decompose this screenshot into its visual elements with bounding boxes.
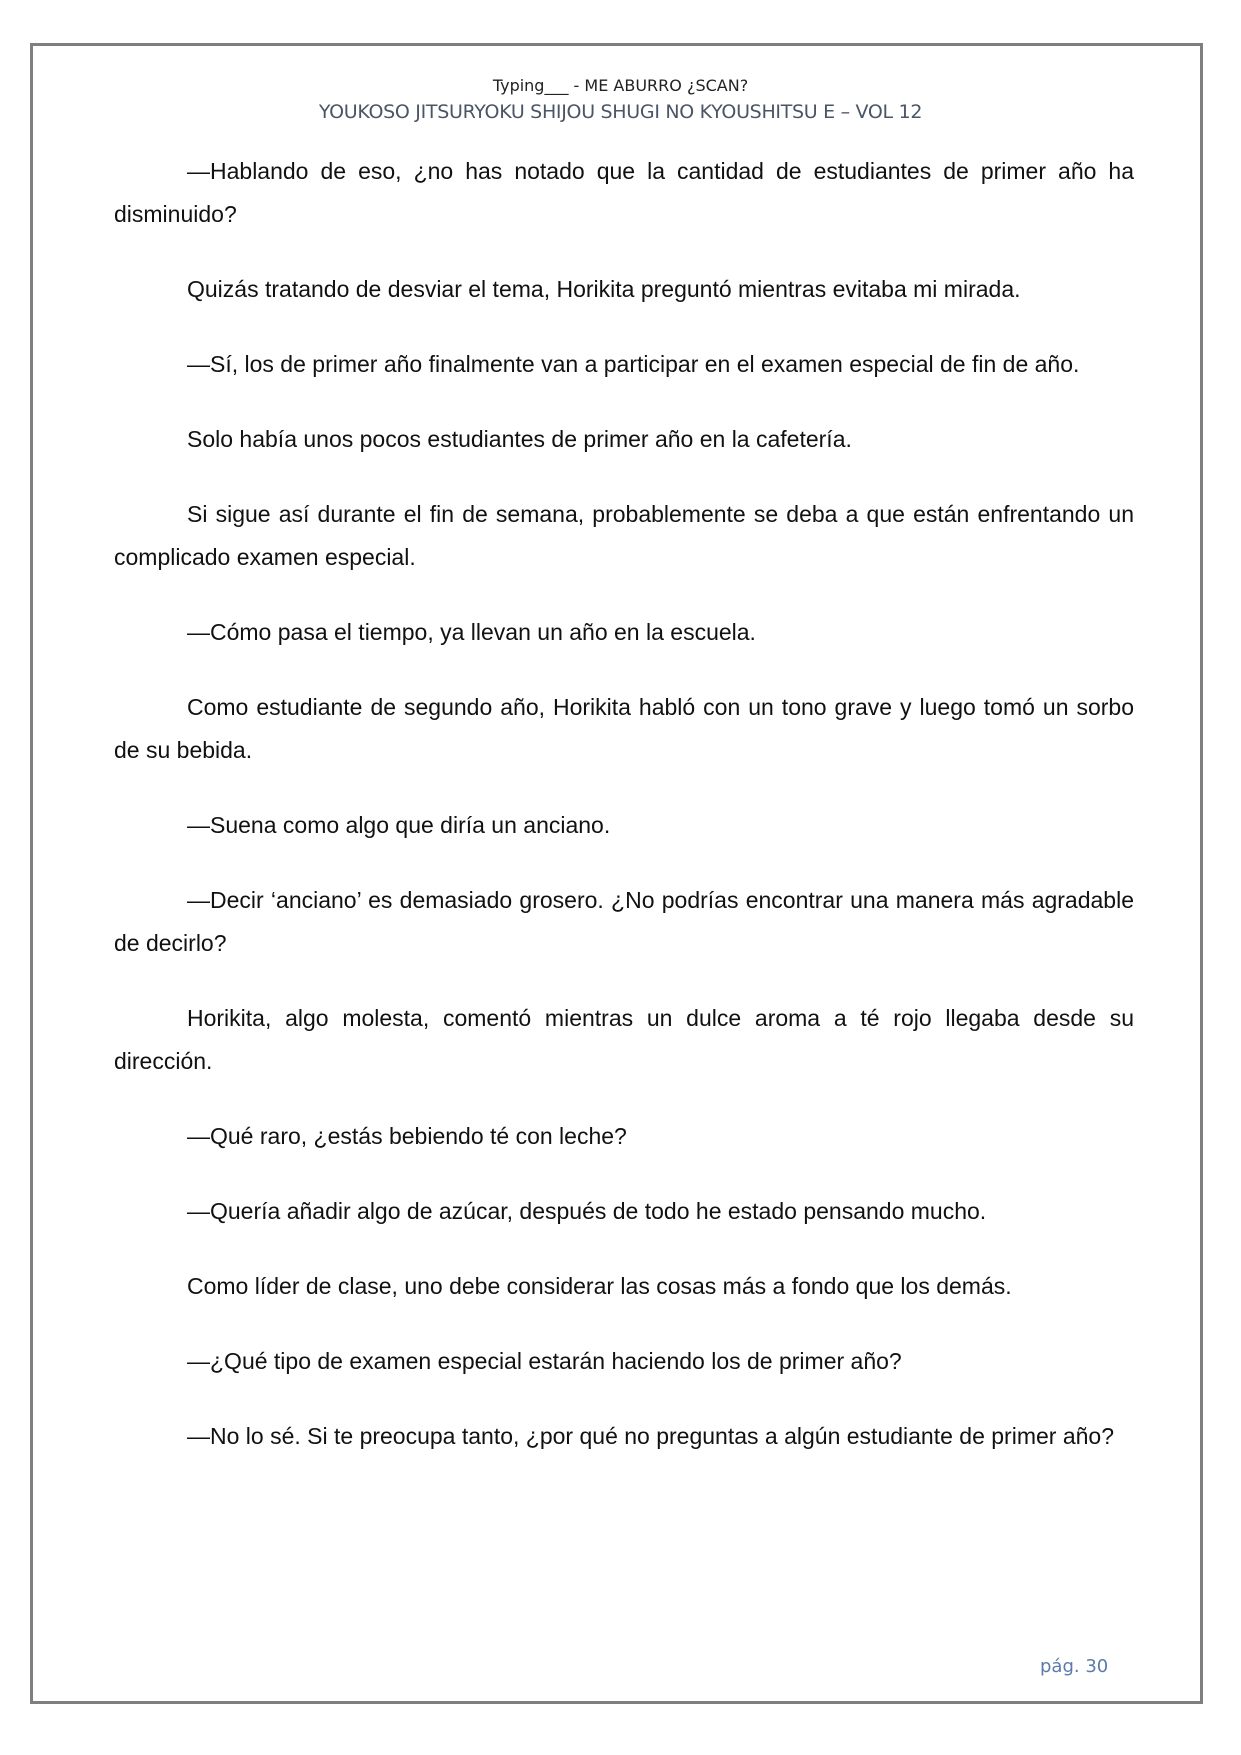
paragraph: Horikita, algo molesta, comentó mientras un dulce aroma a té rojo llegaba desde su dirección. <box>114 1005 1134 1074</box>
paragraph: Como estudiante de segundo año, Horikita habló con un tono grave y luego tomó un sorbo de su bebida. <box>114 694 1134 763</box>
paragraph: —Quería añadir algo de azúcar, después de todo he estado pensando mucho. <box>187 1198 987 1224</box>
paragraph: Si sigue así durante el fin de semana, probablemente se deba a que están enfrentando un complicado examen especial. <box>114 501 1134 570</box>
paragraph: Quizás tratando de desviar el tema, Horikita preguntó mientras evitaba mi mirada. <box>187 276 1021 302</box>
paragraph: —¿Qué tipo de examen especial estarán haciendo los de primer año? <box>187 1348 902 1374</box>
paragraph: —Suena como algo que diría un anciano. <box>187 812 611 838</box>
paragraph: —Qué raro, ¿estás bebiendo té con leche? <box>187 1123 627 1149</box>
page-number: pág. 30 <box>1040 1656 1109 1677</box>
paragraph: —Hablando de eso, ¿no has notado que la cantidad de estudiantes de primer año ha disminuido? <box>114 158 1134 227</box>
paragraph: Como líder de clase, uno debe considerar las cosas más a fondo que los demás. <box>187 1273 1012 1299</box>
paragraph: —No lo sé. Si te preocupa tanto, ¿por qué no preguntas a algún estudiante de primer año? <box>187 1423 1114 1449</box>
paragraph: —Decir ‘anciano’ es demasiado grosero. ¿No podrías encontrar una manera más agradable de decirlo? <box>114 887 1134 956</box>
document-body <box>114 150 1134 1490</box>
paragraph: —Sí, los de primer año finalmente van a participar en el examen especial de fin de año. <box>187 351 1080 377</box>
header-book-title: YOUKOSO JITSURYOKU SHIJOU SHUGI NO KYOUSHITSU E – VOL 12 <box>318 101 923 123</box>
header-typing-credit: Typing___ - ME ABURRO ¿SCAN? <box>492 76 749 95</box>
paragraph: —Cómo pasa el tiempo, ya llevan un año en la escuela. <box>187 619 756 645</box>
paragraph: Solo había unos pocos estudiantes de primer año en la cafetería. <box>187 426 852 452</box>
